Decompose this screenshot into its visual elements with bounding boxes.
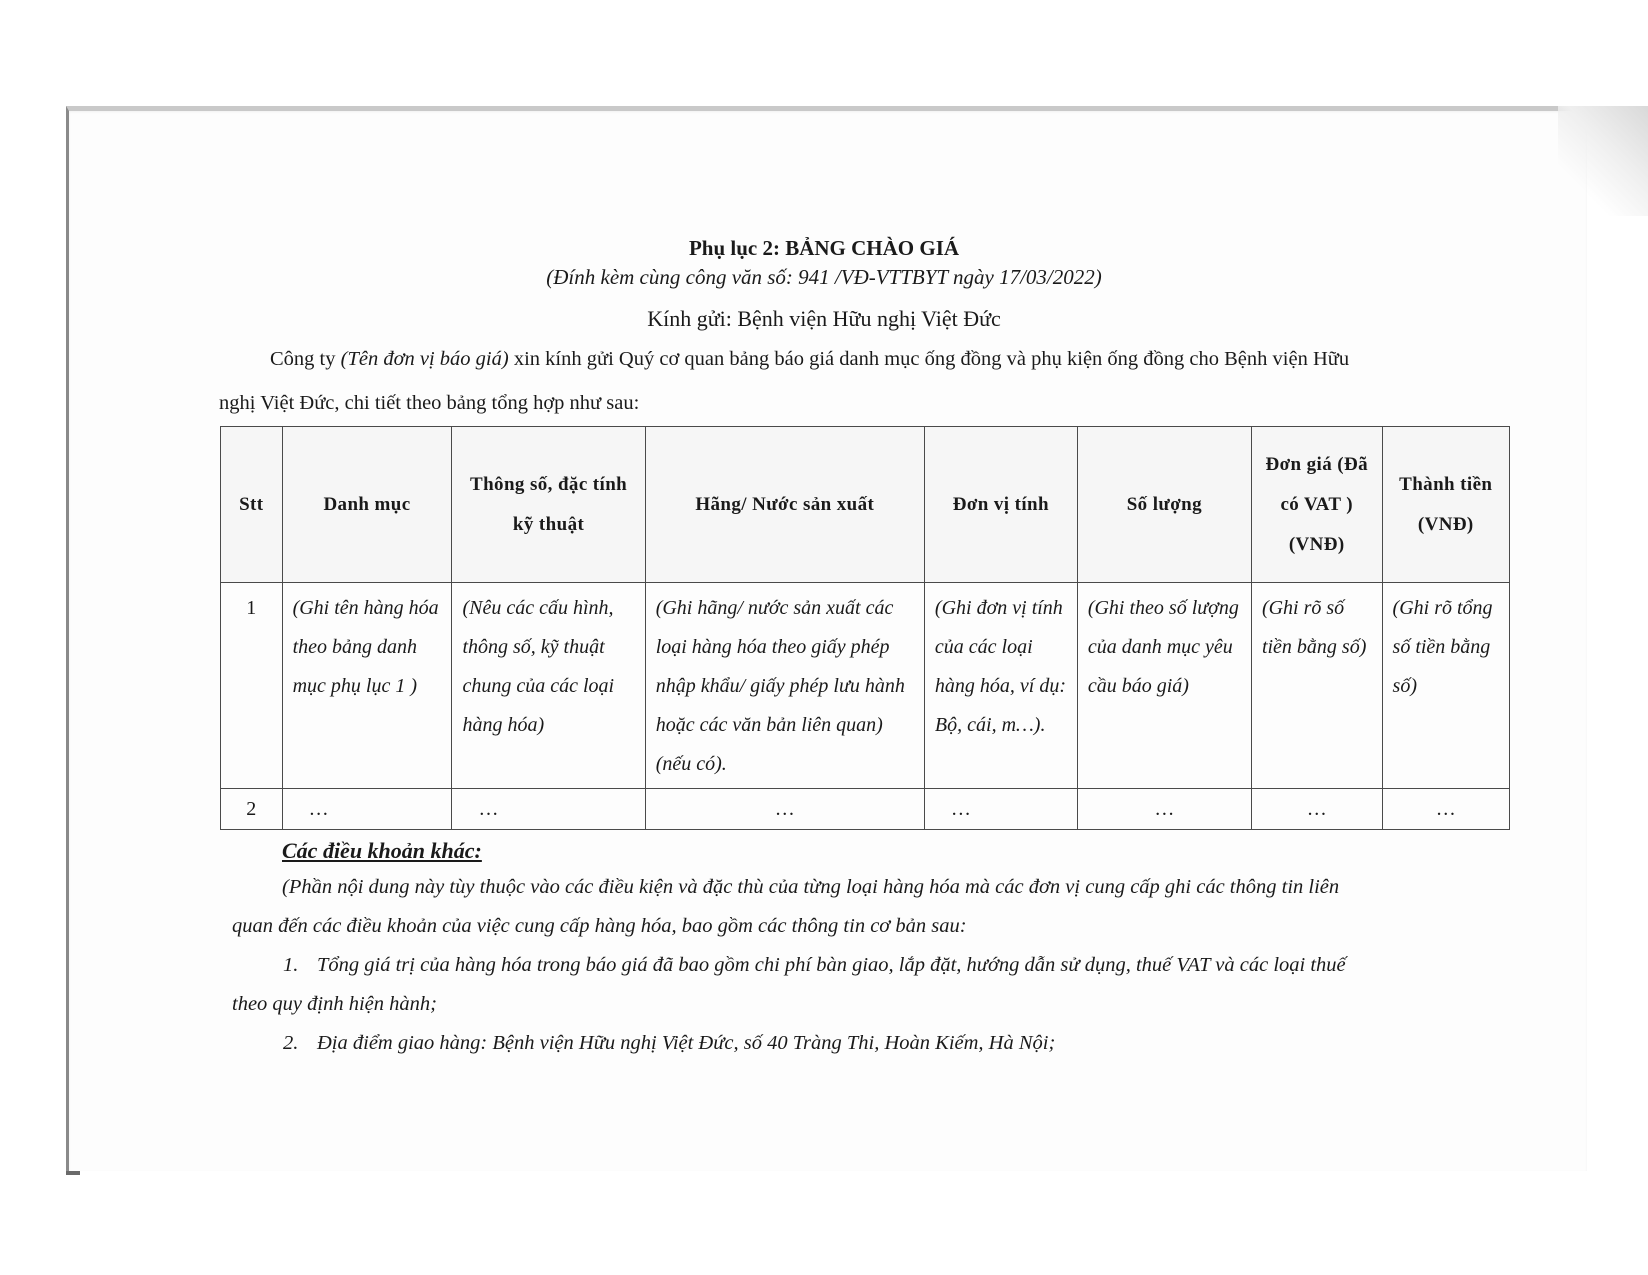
header-hang: Hãng/ Nước sản xuất (645, 427, 924, 583)
cell-thanh-tien: (Ghi rõ tổng số tiền bằng số) (1382, 583, 1509, 789)
cell-danh-muc: … (282, 789, 452, 830)
cell-don-vi: … (924, 789, 1077, 830)
cell-thong-so: … (452, 789, 645, 830)
terms-note-line-2: quan đến các điều khoản của việc cung cấp hàng hóa, bao gồm các thông tin cơ bản sau: (232, 915, 967, 937)
cell-so-luong: … (1077, 789, 1251, 830)
terms-item-1-continued: theo quy định hiện hành; (232, 993, 437, 1015)
terms-item-number: 2. (283, 1032, 299, 1054)
cell-stt: 1 (221, 583, 283, 789)
header-don-vi: Đơn vị tính (924, 427, 1077, 583)
cell-hang: … (645, 789, 924, 830)
cell-don-gia: (Ghi rõ số tiền bằng số) (1251, 583, 1382, 789)
terms-item-1 (283, 954, 1346, 977)
cell-so-luong: (Ghi theo số lượng của danh mục yêu cầu báo giá) (1077, 583, 1251, 789)
terms-heading: Các điều khoản khác: (282, 838, 482, 863)
terms-item-2 (283, 1032, 1055, 1055)
document-title: Phụ lục 2: BẢNG CHÀO GIÁ (688, 236, 960, 260)
header-stt: Stt (221, 427, 283, 583)
cell-thanh-tien: … (1382, 789, 1509, 830)
recipient-line: Kính gửi: Bệnh viện Hữu nghị Việt Đức (647, 306, 1001, 331)
header-so-luong: Số lượng (1077, 427, 1251, 583)
intro-prefix: Công ty (270, 348, 341, 370)
terms-note-line-1: (Phần nội dung này tùy thuộc vào các điều kiện và đặc thù của từng loại hàng hóa mà các đơn vị cung cấp ghi các thông tin liên (282, 876, 1340, 898)
intro-line-2: nghị Việt Đức, chi tiết theo bảng tổng hợp như sau: (219, 392, 640, 414)
cell-thong-so: (Nêu các cấu hình, thông số, kỹ thuật chung của các loại hàng hóa) (452, 583, 645, 789)
header-don-gia: Đơn giá (Đã có VAT ) (VNĐ) (1251, 427, 1382, 583)
terms-item-text: Tổng giá trị của hàng hóa trong báo giá đã bao gồm chi phí bàn giao, lắp đặt, hướng dẫn sử dụng, thuế VAT và các loại thuế (317, 954, 1346, 976)
cell-hang: (Ghi hãng/ nước sản xuất các loại hàng hóa theo giấy phép nhập khẩu/ giấy phép lưu hành hoặc các văn bản liên quan)(nếu có). (645, 583, 924, 789)
cell-don-gia: … (1251, 789, 1382, 830)
quote-table (220, 426, 1510, 830)
header-thong-so: Thông số, đặc tính kỹ thuật (452, 427, 645, 583)
cell-don-vi: (Ghi đơn vị tính của các loại hàng hóa, ví dụ: Bộ, cái, m…). (924, 583, 1077, 789)
table-header-row (221, 427, 1510, 583)
terms-item-number: 1. (283, 954, 299, 976)
cell-stt: 2 (221, 789, 283, 830)
header-danh-muc: Danh mục (282, 427, 452, 583)
terms-item-text: Địa điểm giao hàng: Bệnh viện Hữu nghị Việt Đức, số 40 Tràng Thi, Hoàn Kiếm, Hà Nội; (317, 1032, 1056, 1054)
intro-placeholder: (Tên đơn vị báo giá) (340, 348, 509, 370)
page-corner-shadow (1558, 106, 1648, 216)
intro-line1-rest: xin kính gửi Quý cơ quan bảng báo giá danh mục ống đồng và phụ kiện ống đồng cho Bệnh viện Hữu (508, 348, 1350, 370)
cell-danh-muc: (Ghi tên hàng hóa theo bảng danh mục phụ lục 1 ) (282, 583, 452, 789)
table-row (221, 583, 1510, 789)
table-row (221, 789, 1510, 830)
document-subtitle: (Đính kèm cùng công văn số: 941 /VĐ-VTTBYT ngày 17/03/2022) (546, 265, 1102, 289)
header-thanh-tien: Thành tiền (VNĐ) (1382, 427, 1509, 583)
intro-line-1 (270, 348, 1349, 371)
